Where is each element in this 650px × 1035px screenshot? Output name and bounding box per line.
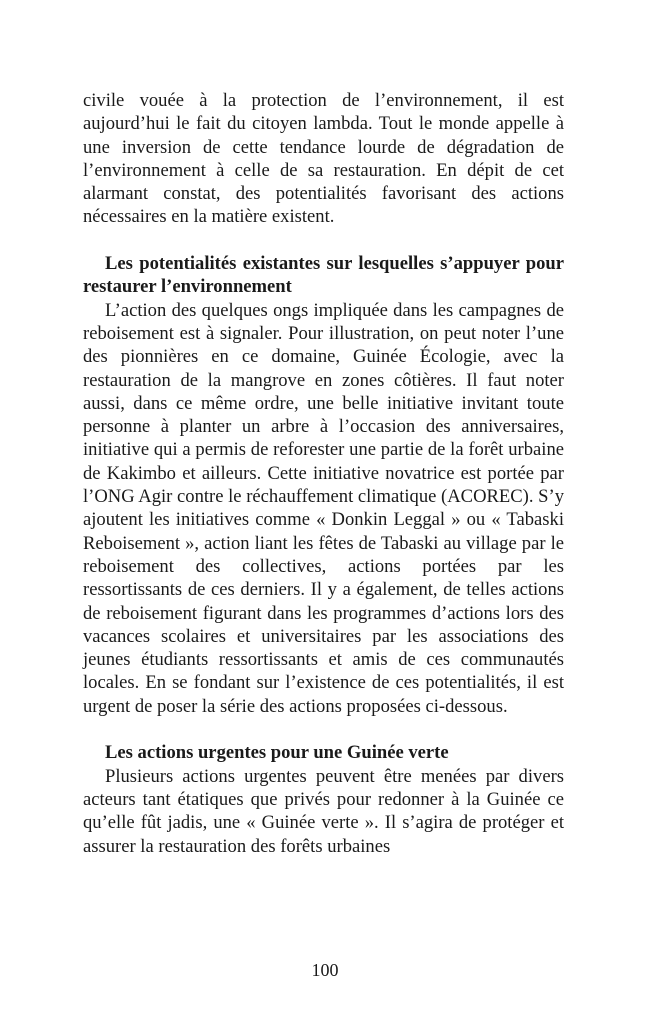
- paragraph-potentialites: L’action des quelques ongs impliquée dans les campagnes de reboisement est à signaler. Pour illustration, on peut noter l’une des pionnières en ce domaine, Guinée Écologie, avec la restauration de la mangrove en zones côtières. Il faut noter aussi, dans ce même ordre, une belle initiative invitant toute personne à planter un arbre à l’occasion des anniversaires, initiative qui a permis de reforester une partie de la forêt urbaine de Kakimbo et ailleurs. Cette initiative novatrice est portée par l’ONG Agir contre le réchauffement climatique (ACOREC). S’y ajoutent les initiatives comme « Donkin Leggal » ou « Tabaski Reboisement », action liant les fêtes de Tabaski au village par le reboisement des collectives, actions portées par les ressortissants de ces derniers. Il y a également, de telles actions de reboisement figurant dans les programmes d’actions lors des vacances scolaires et universitaires par les associations des jeunes étudiants ressortissants et amis de ces communautés locales. En se fondant sur l’existence de ces potentialités, il est urgent de poser la série des actions proposées ci-dessous.: [83, 299, 564, 717]
- section-heading-potentialites: Les potentialités existantes sur lesquelles s’appuyer pour restaurer l’environnement: [83, 253, 564, 298]
- page-body: [83, 89, 564, 858]
- paragraph-gap: [83, 229, 564, 252]
- section-heading-actions-urgentes: Les actions urgentes pour une Guinée verte: [105, 742, 449, 764]
- paragraph-actions-urgentes: Plusieurs actions urgentes peuvent être menées par divers acteurs tant étatiques que privés pour redonner à la Guinée ce qu’elle fût jadis, une « Guinée verte ». Il s’agira de protéger et assurer la restauration des forêts urbaines: [83, 765, 564, 857]
- page-number: 100: [311, 960, 339, 980]
- paragraph-gap: [83, 718, 564, 741]
- paragraph-continued: civile vouée à la protection de l’environnement, il est aujourd’hui le fait du citoyen lambda. Tout le monde appelle à une inversion de cette tendance lourde de dégradation de l’environnement à celle de sa restauration. En dépit de cet alarmant constat, des potentialités favorisant des actions nécessaires en la matière existent.: [83, 90, 564, 228]
